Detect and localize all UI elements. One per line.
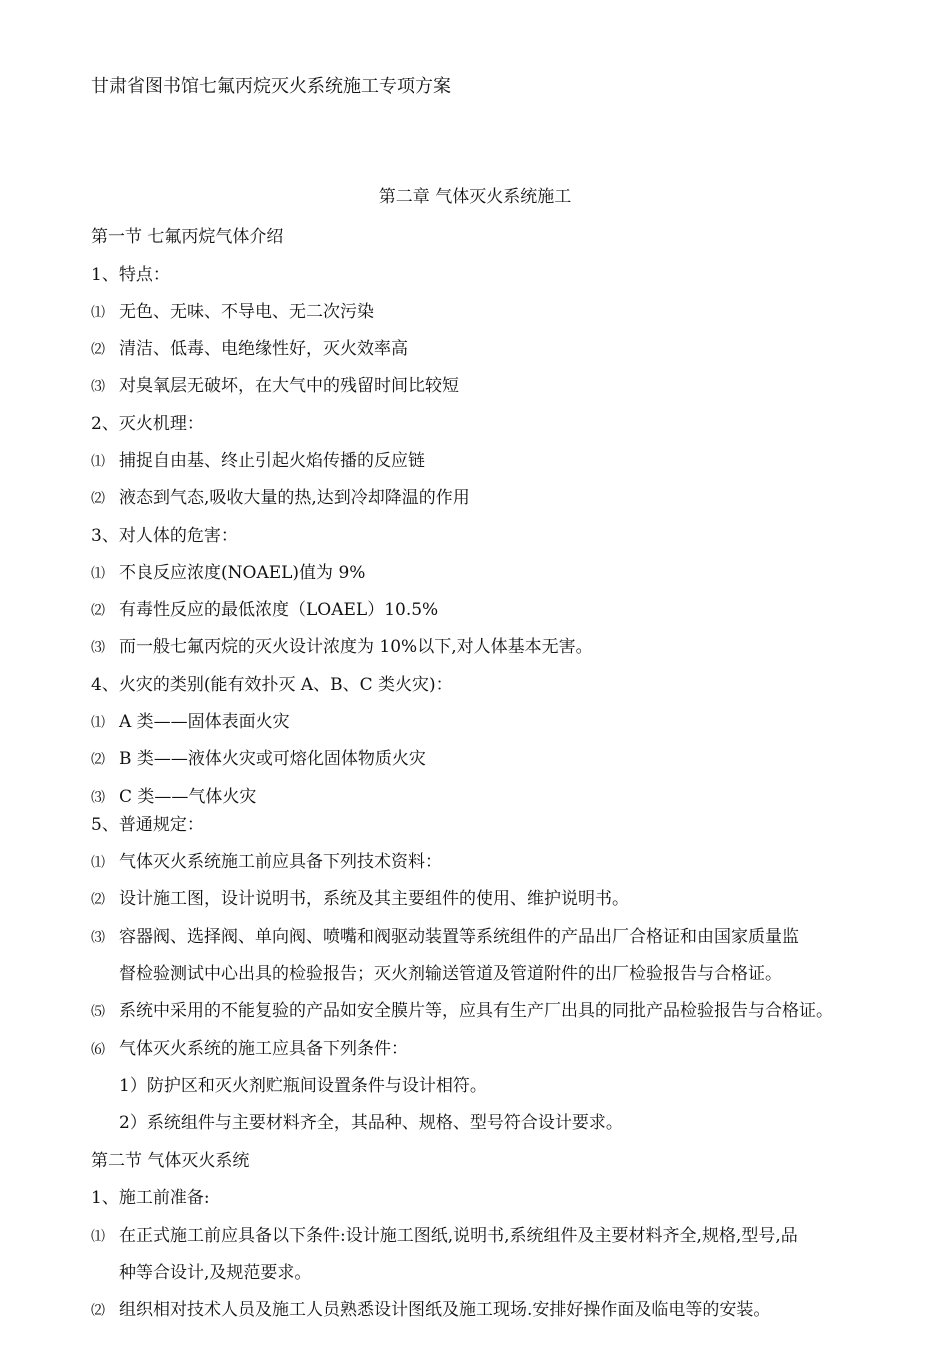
item-marker: ⑹ xyxy=(91,1042,105,1058)
list-item xyxy=(91,1225,798,1248)
item-marker: ⑶ xyxy=(91,640,105,656)
subheading: 2、灭火机理： xyxy=(91,414,204,434)
item-text: 液态到气态,吸收大量的热,达到冷却降温的作用 xyxy=(119,488,470,508)
item-text: 无色、无味、不导电、无二次污染 xyxy=(119,302,374,322)
list-item xyxy=(91,599,438,622)
list-item xyxy=(91,1000,833,1023)
item-marker: ⑶ xyxy=(91,379,105,395)
item-text: A 类——固体表面火灾 xyxy=(119,712,290,732)
list-item xyxy=(91,450,425,473)
item-text: 清洁、低毒、电绝缘性好，灭火效率高 xyxy=(119,339,408,359)
item-text: 容器阀、选择阀、单向阀、喷嘴和阀驱动装置等系统组件的产品出厂合格证和由国家质量监 xyxy=(119,927,799,947)
item-marker: ⑶ xyxy=(91,790,105,806)
subheading: 3、对人体的危害： xyxy=(91,526,238,546)
sub-list-item: 2）系统组件与主要材料齐全，其品种、规格、型号符合设计要求。 xyxy=(119,1113,623,1133)
list-item xyxy=(91,851,442,874)
list-item xyxy=(91,562,365,585)
item-marker: ⑵ xyxy=(91,491,105,507)
item-text: 捕捉自由基、终止引起火焰传播的反应链 xyxy=(119,451,425,471)
item-text: 不良反应浓度(NOAEL)值为 9% xyxy=(119,563,366,583)
item-marker: ⑴ xyxy=(91,1229,105,1245)
item-text: C 类——气体火灾 xyxy=(119,787,257,807)
item-marker: ⑵ xyxy=(91,603,105,619)
subheading: 5、普通规定： xyxy=(91,815,204,835)
document-header: 甘肃省图书馆七氟丙烷灭火系统施工专项方案 xyxy=(91,76,451,97)
item-marker: ⑴ xyxy=(91,454,105,470)
list-item xyxy=(91,1299,770,1322)
item-text: 组织相对技术人员及施工人员熟悉设计图纸及施工现场.安排好操作面及临电等的安装。 xyxy=(119,1300,771,1320)
list-item xyxy=(91,888,629,911)
list-item xyxy=(91,748,426,771)
list-item xyxy=(91,301,374,324)
section-title: 第一节 七氟丙烷气体介绍 xyxy=(91,227,284,247)
chapter-title: 第二章 气体灭火系统施工 xyxy=(378,187,572,207)
item-marker: ⑵ xyxy=(91,892,105,908)
item-marker: ⑵ xyxy=(91,342,105,358)
item-marker: ⑴ xyxy=(91,715,105,731)
list-item xyxy=(91,338,408,361)
list-item xyxy=(91,926,799,949)
list-item xyxy=(91,487,470,510)
list-item xyxy=(91,375,459,398)
item-text: 系统中采用的不能复验的产品如安全膜片等，应具有生产厂出具的同批产品检验报告与合格证。 xyxy=(119,1001,833,1021)
item-text: B 类——液体火灾或可熔化固体物质火灾 xyxy=(119,749,426,769)
subheading: 4、火灾的类别(能有效扑灭 A、B、C 类火灾)： xyxy=(91,675,453,695)
item-marker: ⑵ xyxy=(91,1303,105,1319)
subheading: 1、特点： xyxy=(91,265,170,285)
item-text: 而一般七氟丙烷的灭火设计浓度为 10%以下,对人体基本无害。 xyxy=(119,637,593,657)
item-marker: ⑶ xyxy=(91,930,105,946)
list-item-continued: 种等合设计,及规范要求。 xyxy=(119,1263,312,1283)
item-marker: ⑴ xyxy=(91,855,105,871)
list-item xyxy=(91,1038,408,1061)
item-marker: ⑴ xyxy=(91,305,105,321)
list-item-continued: 督检验测试中心出具的检验报告；灭火剂输送管道及管道附件的出厂检验报告与合格证。 xyxy=(119,964,782,984)
item-text: 在正式施工前应具备以下条件:设计施工图纸,说明书,系统组件及主要材料齐全,规格,型号,品 xyxy=(119,1226,798,1246)
sub-list-item: 1）防护区和灭火剂贮瓶间设置条件与设计相符。 xyxy=(119,1076,487,1096)
item-text: 设计施工图，设计说明书，系统及其主要组件的使用、维护说明书。 xyxy=(119,889,629,909)
item-text: 气体灭火系统施工前应具备下列技术资料： xyxy=(119,852,442,872)
subheading: 1、施工前准备: xyxy=(91,1188,210,1208)
item-text: 气体灭火系统的施工应具备下列条件： xyxy=(119,1039,408,1059)
list-item xyxy=(91,786,256,809)
item-marker: ⑸ xyxy=(91,1004,105,1020)
list-item xyxy=(91,711,290,734)
item-text: 有毒性反应的最低浓度（LOAEL）10.5% xyxy=(119,600,439,620)
section-title: 第二节 气体灭火系统 xyxy=(91,1151,250,1171)
item-marker: ⑵ xyxy=(91,752,105,768)
list-item xyxy=(91,636,593,659)
item-text: 对臭氧层无破坏，在大气中的残留时间比较短 xyxy=(119,376,459,396)
item-marker: ⑴ xyxy=(91,566,105,582)
